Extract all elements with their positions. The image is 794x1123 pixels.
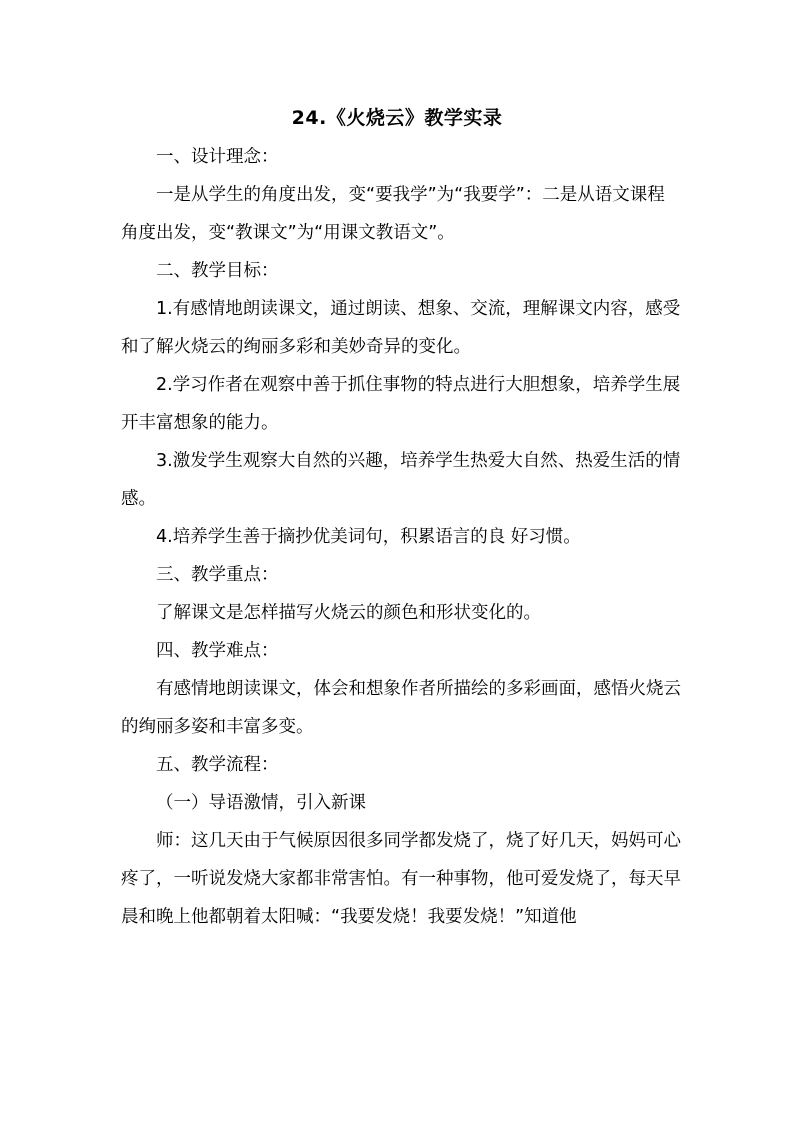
paragraph-teacher-intro: 师：这几天由于气候原因很多同学都发烧了，烧了好几天，妈妈可心疼了，一听说发烧大家都非常害怕。有一种事物，他可爱发烧了，每天早晨和晚上他都朝着太阳喊：“我要发烧！我要发烧！”知道他 [121, 831, 681, 927]
subsection-heading-intro: （一）导语激情，引入新课 [156, 793, 366, 813]
section-heading-difficulties: 四、教学难点： [156, 641, 279, 661]
paragraph-goal-4: 4.培养学生善于摘抄优美词句，积累语言的良 好习惯。 [156, 527, 581, 547]
paragraph-goal-3: 3.激发学生观察大自然的兴趣，培养学生热爱大自然、热爱生活的情感。 [121, 451, 681, 509]
section-heading-key-points: 三、教学重点： [156, 565, 279, 585]
document-body [121, 138, 681, 936]
section-heading-process: 五、教学流程： [156, 755, 279, 775]
document-title: 24.《火烧云》教学实录 [291, 107, 503, 129]
section-heading-teaching-goals: 二、教学目标： [156, 261, 279, 281]
section-heading-design-concept: 一、设计理念： [156, 147, 279, 167]
paragraph-key-points: 了解课文是怎样描写火烧云的颜色和形状变化的。 [156, 603, 541, 623]
paragraph-goal-2: 2.学习作者在观察中善于抓住事物的特点进行大胆想象，培养学生展开丰富想象的能力。 [121, 375, 681, 433]
paragraph-difficulties: 有感情地朗读课文，体会和想象作者所描绘的多彩画面，感悟火烧云的绚丽多姿和丰富多变。 [121, 679, 681, 737]
paragraph-goal-1: 1.有感情地朗读课文，通过朗读、想象、交流，理解课文内容，感受和了解火烧云的绚丽多彩和美妙奇异的变化。 [121, 299, 681, 357]
paragraph-design-concept: 一是从学生的角度出发，变“要我学”为“我要学”：二是从语文课程角度出发，变“教课文”为“用课文教语文”。 [121, 185, 665, 243]
